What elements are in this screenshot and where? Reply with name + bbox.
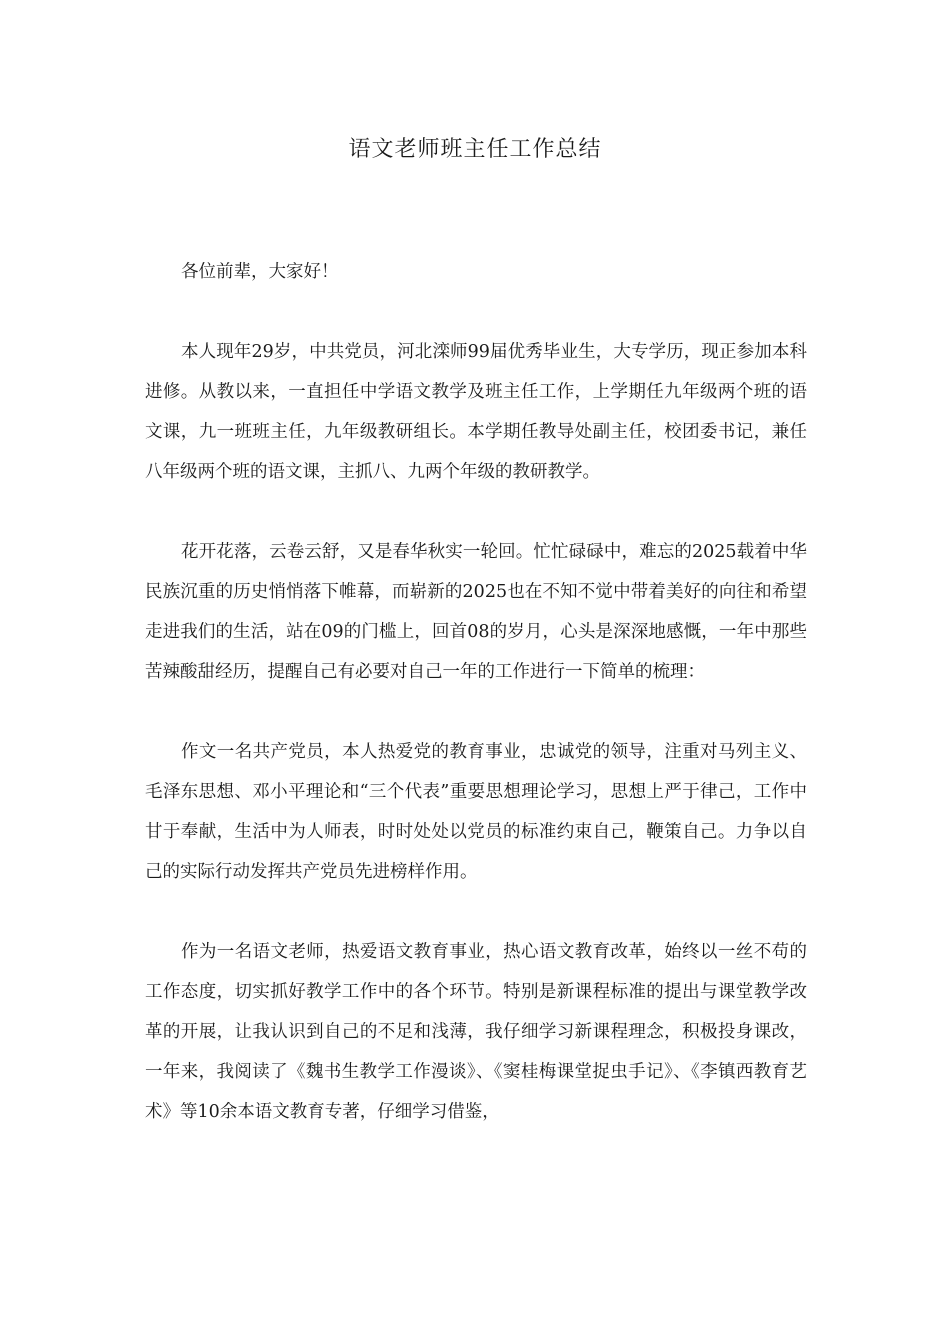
paragraph-party-member: 作文一名共产党员，本人热爱党的教育事业，忠诚党的领导，注重对马列主义、毛泽东思想、邓小平理论和“三个代表”重要思想理论学习，思想上严于律己，工作中甘于奉献，生活中为人师表，时时处处以党员的标准约束自己，鞭策自己。力争以自己的实际行动发挥共产党员先进榜样作用。 <box>145 742 807 882</box>
paragraph-greeting: 各位前辈，大家好！ <box>181 262 339 282</box>
paragraph-reflection: 花开花落，云卷云舒，又是春华秋实一轮回。忙忙碌碌中，难忘的2025载着中华民族沉重的历史悄悄落下帷幕，而崭新的2025也在不知不觉中带着美好的向往和希望走进我们的生活，站在09的门槛上，回首08的岁月，心头是深深地感慨，一年中那些苦辣酸甜经历，提醒自己有必要对自己一年的工作进行一下简单的梳理： <box>145 542 807 682</box>
paragraph-introduction: 本人现年29岁，中共党员，河北滦师99届优秀毕业生，大专学历，现正参加本科进修。从教以来，一直担任中学语文教学及班主任工作，上学期任九年级两个班的语文课，九一班班主任，九年级教研组长。本学期任教导处副主任，校团委书记，兼任八年级两个班的语文课，主抓八、九两个年级的教研教学。 <box>145 342 807 482</box>
document-body <box>145 252 807 1172</box>
paragraph-teaching: 作为一名语文老师，热爱语文教育事业，热心语文教育改革，始终以一丝不苟的工作态度，切实抓好教学工作中的各个环节。特别是新课程标准的提出与课堂教学改革的开展，让我认识到自己的不足和浅薄，我仔细学习新课程理念，积极投身课改，一年来，我阅读了《魏书生教学工作漫谈》、《窦桂梅课堂捉虫手记》、《李镇西教育艺术》等10余本语文教育专著，仔细学习借鉴， <box>145 942 807 1122</box>
document-title: 语文老师班主任工作总结 <box>348 137 602 162</box>
